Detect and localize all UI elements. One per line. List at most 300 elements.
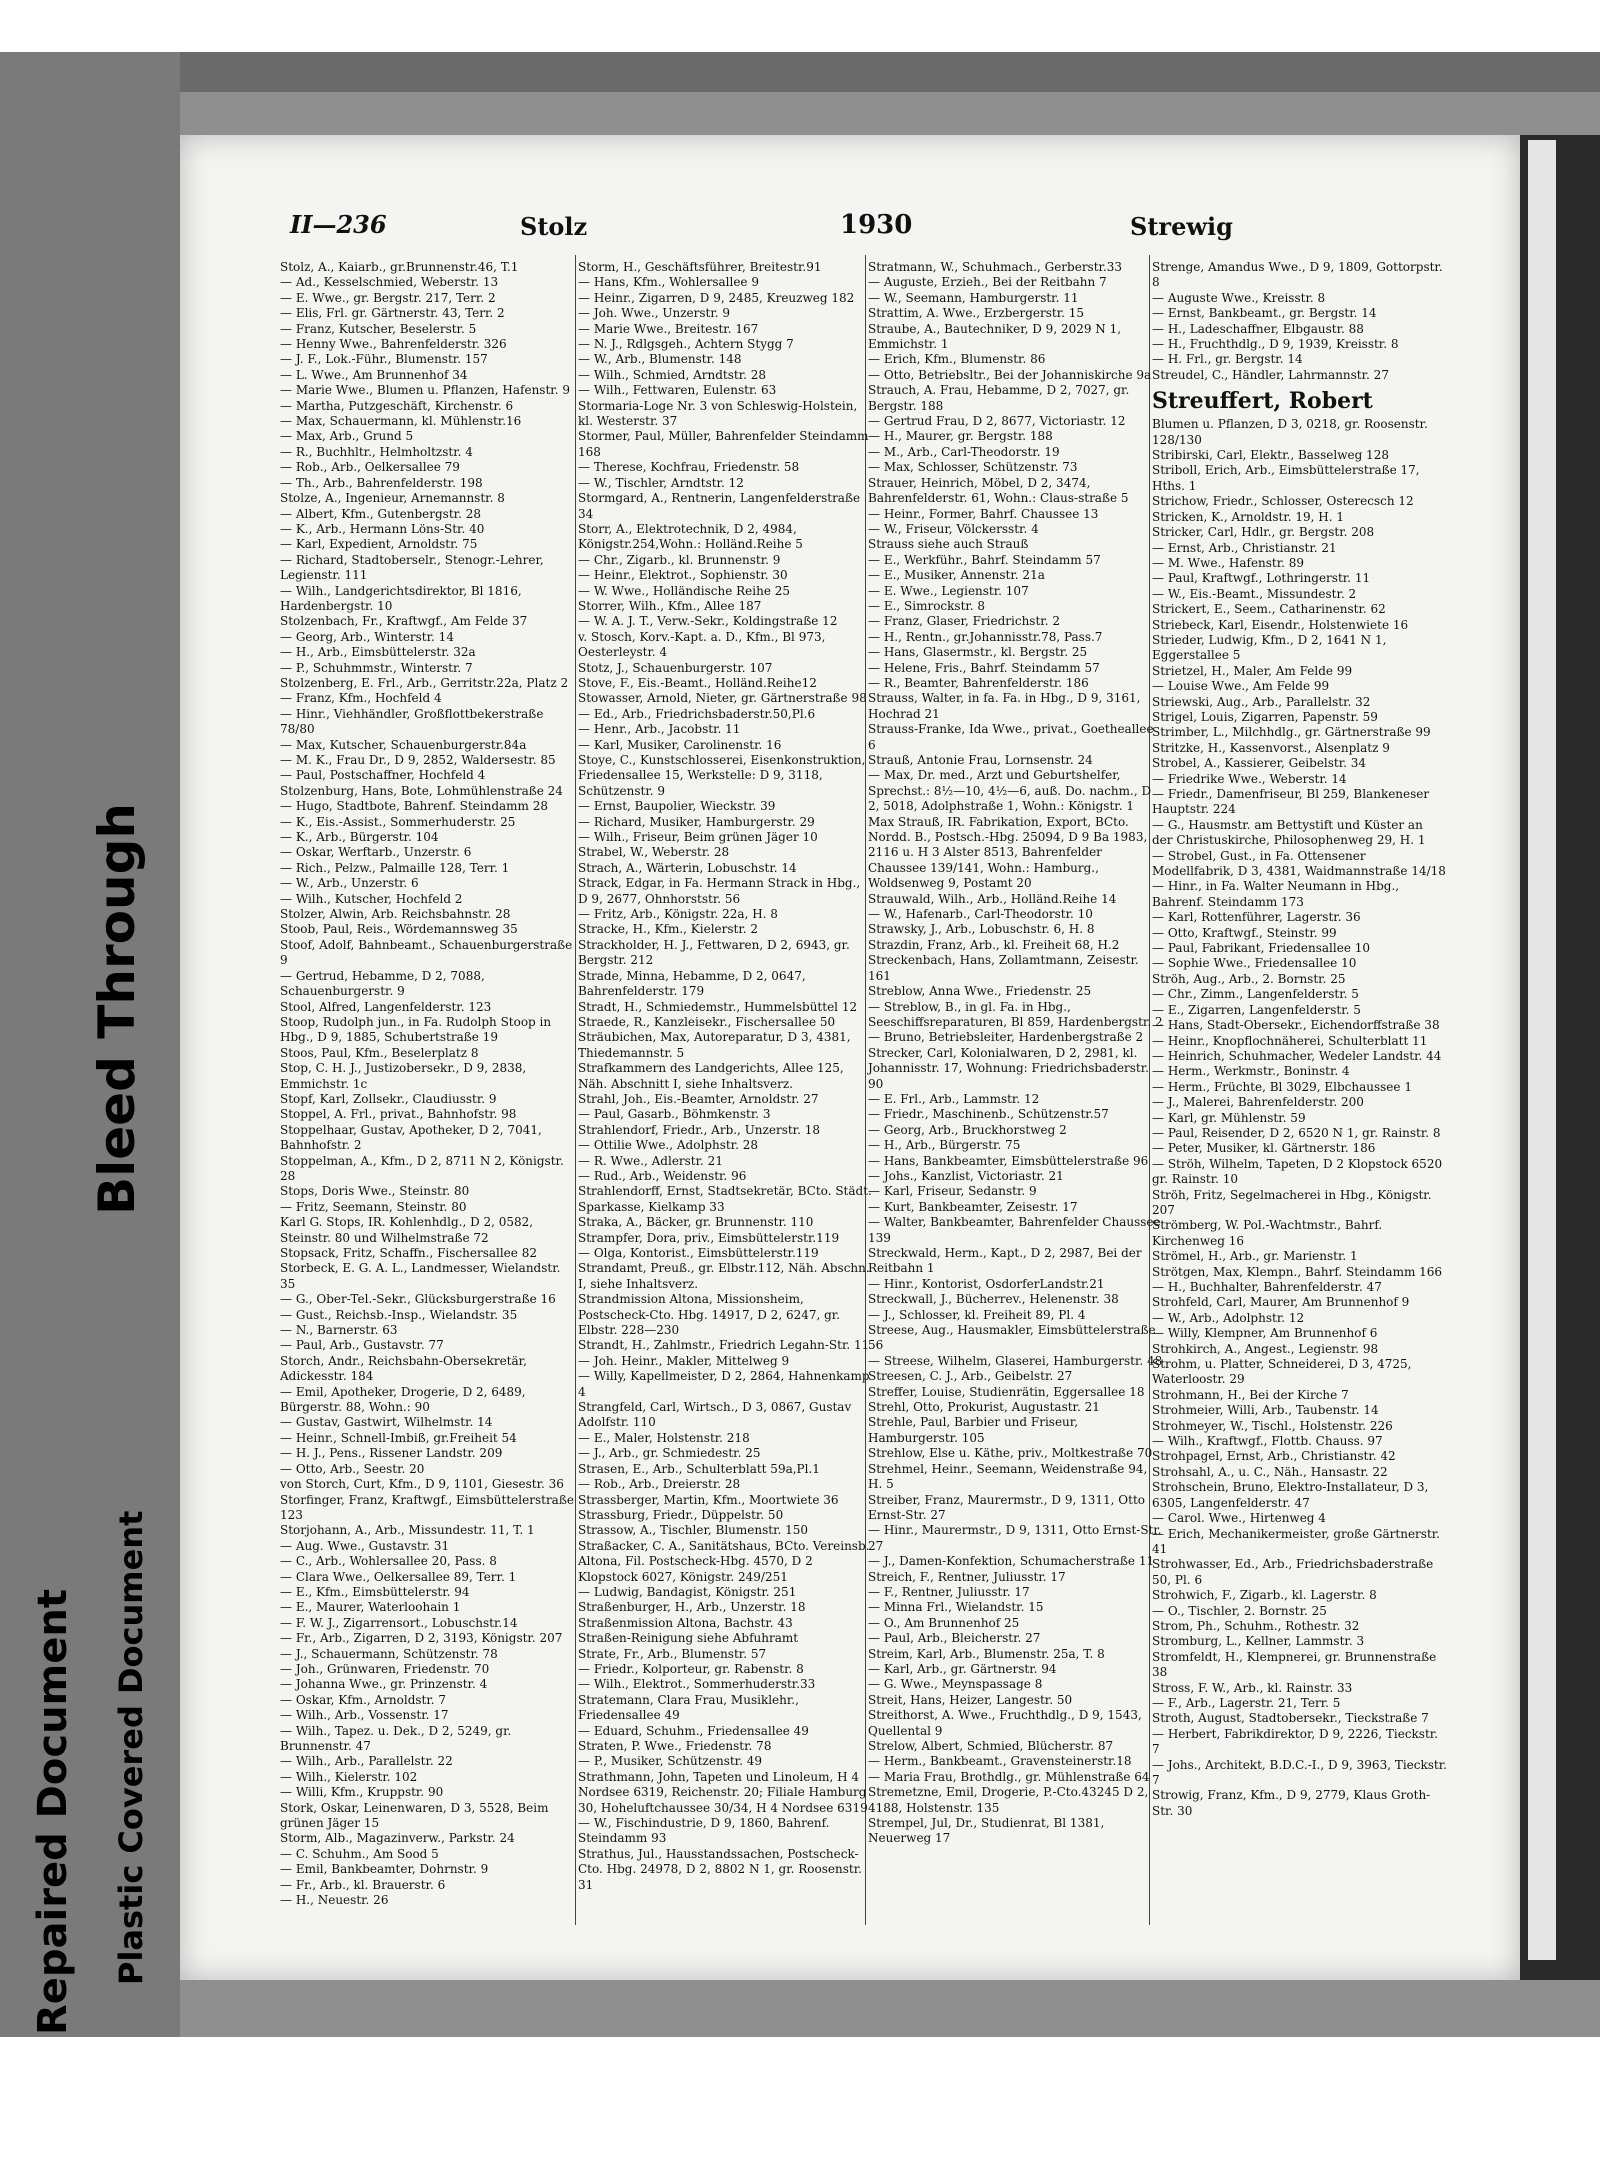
directory-entry: — Strobel, Gust., in Fa. Ottensener Modellfabrik, D 3, 4381, Waidmannstraße 14/18 [1152, 848, 1446, 879]
directory-entry: — Hans, Stadt-Obersekr., Eichendorffstraße 38 [1152, 1018, 1440, 1033]
directory-entry: Stotz, J., Schauenburgerstr. 107 [578, 660, 773, 675]
directory-entry: — Herm., Bankbeamt., Gravensteinerstr.18 [868, 1754, 1132, 1769]
directory-entry: Stricken, K., Arnoldstr. 19, H. 1 [1152, 509, 1345, 524]
directory-entry: Stopf, Karl, Zollsekr., Claudiusstr. 9 [280, 1091, 497, 1106]
directory-entry: — Elis, Frl. gr. Gärtnerstr. 43, Terr. 2 [280, 306, 505, 321]
directory-entry: Storr, A., Elektrotechnik, D 2, 4984, Königstr.254,Wohn.: Holländ.Reihe 5 [578, 521, 803, 552]
directory-entry: — Fritz, Seemann, Steinstr. 80 [280, 1199, 467, 1214]
directory-entry: Strassberger, Martin, Kfm., Moortwiete 36 [578, 1492, 839, 1507]
directory-entry: — E., Kfm., Eimsbüttelerstr. 94 [280, 1584, 470, 1599]
directory-entry: Strazdin, Franz, Arb., kl. Freiheit 68, H.2 [868, 937, 1120, 952]
directory-entry: Strampfer, Dora, priv., Eimsbüttelerstr.119 [578, 1230, 840, 1245]
directory-entry: — Karl, Rottenführer, Lagerstr. 36 [1152, 910, 1361, 925]
directory-entry: — Karl, Friseur, Sedanstr. 9 [868, 1184, 1037, 1199]
directory-entry: — J. F., Lok.-Führ., Blumenstr. 157 [280, 352, 488, 367]
directory-entry: Strohmeyer, W., Tischl., Holstenstr. 226 [1152, 1418, 1393, 1433]
directory-entry: — Wilh., Arb., Parallelstr. 22 [280, 1754, 453, 1769]
bleed-through-label: Bleed Through [88, 803, 146, 1215]
directory-entry: — E., Maurer, Waterloohain 1 [280, 1600, 461, 1615]
column-2 [578, 260, 873, 1893]
directory-entry: — Emil, Bankbeamter, Dohrnstr. 9 [280, 1862, 489, 1877]
directory-entry: — Erich, Mechanikermeister, große Gärtnerstr. 41 [1152, 1526, 1440, 1556]
directory-entry: Strohmeier, Willi, Arb., Taubenstr. 14 [1152, 1403, 1379, 1418]
directory-entry: — M. Wwe., Hafenstr. 89 [1152, 555, 1305, 570]
directory-entry: — Friedr., Damenfriseur, Bl 259, Blankeneser Hauptstr. 224 [1152, 787, 1430, 817]
directory-entry: Strohmann, H., Bei der Kirche 7 [1152, 1387, 1349, 1402]
directory-entry: — Gustav, Gastwirt, Wilhelmstr. 14 [280, 1415, 493, 1430]
directory-entry: — Marie Wwe., Breitestr. 167 [578, 321, 759, 336]
directory-entry: Karl G. Stops, IR. Kohlenhdlg., D 2, 0582, Steinstr. 80 und Wilhelmstraße 72 [280, 1215, 534, 1245]
directory-entry: Streuffert, Robert [1152, 388, 1373, 415]
directory-entry: — Aug. Wwe., Gustavstr. 31 [280, 1538, 450, 1553]
directory-entry: — Wilh., Landgerichtsdirektor, Bl 1816, Hardenbergstr. 10 [280, 583, 522, 613]
directory-entry: Strafkammern des Landgerichts, Allee 125, Näh. Abschnitt I, siehe Inhaltsverz. [578, 1061, 844, 1091]
directory-entry: Strohkirch, A., Angest., Legienstr. 98 [1152, 1341, 1379, 1356]
directory-entry: — F. W. J., Zigarrensort., Lobuschstr.14 [280, 1615, 518, 1630]
directory-entry: — Streblow, B., in gl. Fa. in Hbg., Seeschiffsreparaturen, Bl 859, Hardenbergstr. 2 [868, 999, 1163, 1029]
directory-entry: Straube, A., Bautechniker, D 9, 2029 N 1, Emmichstr. 1 [868, 321, 1122, 352]
directory-entry: Strowig, Franz, Kfm., D 9, 2779, Klaus Groth-Str. 30 [1152, 1788, 1431, 1818]
directory-entry: — F., Arb., Lagerstr. 21, Terr. 5 [1152, 1695, 1341, 1710]
directory-entry: — H., Buchhalter, Bahrenfelderstr. 47 [1152, 1280, 1382, 1294]
directory-entry: Ströh, Aug., Arb., 2. Bornstr. 25 [1152, 971, 1346, 986]
directory-entry: — Herbert, Fabrikdirektor, D 9, 2226, Tieckstr. 7 [1152, 1726, 1439, 1757]
directory-entry: Blumen u. Pflanzen, D 3, 0218, gr. Roosenstr. 128/130 [1152, 417, 1428, 447]
directory-entry: — Wilh., Tapez. u. Dek., D 2, 5249, gr. Brunnenstr. 47 [280, 1723, 512, 1753]
directory-entry: Strehl, Otto, Prokurist, Augustastr. 21 [868, 1400, 1100, 1415]
directory-entry: — Hinr., Maurermstr., D 9, 1311, Otto Ernst-Str. 27 [868, 1523, 1162, 1553]
directory-entry: Stromfeldt, H., Klempnerei, gr. Brunnenstraße 38 [1152, 1649, 1437, 1680]
directory-entry: Strobel, A., Kassierer, Geibelstr. 34 [1152, 756, 1367, 771]
directory-entry: — Paul, Postschaffner, Hochfeld 4 [280, 768, 486, 783]
plastic-covered-label: Plastic Covered Document [112, 1510, 150, 1985]
directory-entry: Streckwald, Herm., Kapt., D 2, 2987, Bei der Reitbahn 1 [868, 1246, 1142, 1276]
directory-entry: Stormaria-Loge Nr. 3 von Schleswig-Holstein, kl. Westerstr. 37 [578, 398, 858, 429]
directory-entry: — Otto, Arb., Seestr. 20 [280, 1461, 425, 1476]
directory-entry: — Therese, Kochfrau, Friedenstr. 58 [578, 460, 800, 475]
directory-entry: — N. J., Rdlgsgeh., Achtern Stygg 7 [578, 337, 794, 352]
directory-entry: — Paul, Fabrikant, Friedensallee 10 [1152, 941, 1371, 956]
directory-entry: — Wilh., Schmied, Arndtstr. 28 [578, 367, 767, 382]
directory-entry: Strömberg, W. Pol.-Wachtmstr., Bahrf. Kirchenweg 16 [1152, 1218, 1383, 1248]
directory-entry: — H., Ladeschaffner, Elbgaustr. 88 [1152, 321, 1364, 336]
directory-entry: — M., Arb., Carl-Theodorstr. 19 [868, 444, 1060, 459]
directory-entry: Straede, R., Kanzleisekr., Fischersallee 50 [578, 1014, 836, 1029]
directory-entry: — Gust., Reichsb.-Insp., Wielandstr. 35 [280, 1307, 518, 1322]
directory-entry: — J., Damen-Konfektion, Schumacherstraße 11 [868, 1554, 1155, 1569]
directory-entry: Stopsack, Fritz, Schaffn., Fischersallee 82 [280, 1246, 537, 1260]
directory-entry: — Hans, Kfm., Wohlersallee 9 [578, 275, 759, 290]
directory-entry: — Richard, Musiker, Hamburgerstr. 29 [578, 814, 815, 829]
directory-entry: Streit, Hans, Heizer, Langestr. 50 [868, 1692, 1073, 1707]
directory-entry: Stormer, Paul, Müller, Bahrenfelder Steindamm 168 [578, 429, 869, 459]
directory-entry: Stoppelhaar, Gustav, Apotheker, D 2, 7041, Bahnhofstr. 2 [280, 1122, 542, 1153]
directory-entry: Strohfeld, Carl, Maurer, Am Brunnenhof 9 [1152, 1295, 1410, 1310]
directory-entry: — Herm., Werkmstr., Boninstr. 4 [1152, 1064, 1350, 1079]
directory-entry: — H. Frl., gr. Bergstr. 14 [1152, 352, 1303, 367]
directory-entry: Strach, A., Wärterin, Lobuschstr. 14 [578, 860, 797, 875]
directory-entry: — Bruno, Betriebsleiter, Hardenbergstraße 2 [868, 1030, 1144, 1045]
directory-entry: — Karl, Expedient, Arnoldstr. 75 [280, 537, 478, 552]
directory-entry: — O., Am Brunnenhof 25 [868, 1615, 1020, 1630]
directory-entry: — Gertrud, Hebamme, D 2, 7088, Schauenburgerstr. 9 [280, 968, 485, 999]
directory-entry: — Ernst, Baupolier, Wieckstr. 39 [578, 799, 776, 814]
directory-entry: — W. Wwe., Holländische Reihe 25 [578, 583, 791, 598]
directory-entry: Strathus, Jul., Hausstandssachen, Postscheck-Cto. Hbg. 24978, D 2, 8802 N 1, gr. Roosenstr. 31 [578, 1846, 862, 1892]
directory-entry: Straka, A., Bäcker, gr. Brunnenstr. 110 [578, 1215, 814, 1230]
directory-entry: — Minna Frl., Wielandstr. 15 [868, 1600, 1044, 1615]
directory-entry: — Fr., Arb., kl. Brauerstr. 6 [280, 1877, 446, 1892]
repaired-document-label: Repaired Document [30, 1589, 76, 2035]
directory-entry: Storfinger, Franz, Kraftwgf., Eimsbüttelerstraße 123 [280, 1492, 574, 1522]
directory-entry: Stross, F. W., Arb., kl. Rainstr. 33 [1152, 1680, 1353, 1695]
directory-entry: Stoos, Paul, Kfm., Beselerplatz 8 [280, 1045, 479, 1060]
directory-entry: — R. Wwe., Adlerstr. 21 [578, 1153, 723, 1168]
directory-entry: — Wilh., Kutscher, Hochfeld 2 [280, 891, 463, 906]
directory-entry: — Th., Arb., Bahrenfelderstr. 198 [280, 475, 483, 490]
directory-entry: Strangfeld, Carl, Wirtsch., D 3, 0867, Gustav Adolfstr. 110 [578, 1400, 852, 1430]
directory-entry: Strandmission Altona, Missionsheim, Postscheck-Cto. Hbg. 14917, D 2, 6247, gr. Elbstr. 228—230 [578, 1292, 841, 1338]
directory-entry: — E., Werkführ., Bahrf. Steindamm 57 [868, 552, 1101, 567]
directory-entry: — W. A. J. T., Verw.-Sekr., Koldingstraße 12 [578, 614, 838, 629]
directory-entry: — J., Schauermann, Schützenstr. 78 [280, 1646, 498, 1661]
directory-entry: — Chr., Zigarb., kl. Brunnenstr. 9 [578, 552, 781, 567]
directory-entry: Striboll, Erich, Arb., Eimsbüttelerstraße 17, Hths. 1 [1152, 463, 1420, 493]
directory-entry: — Ernst, Bankbeamt., gr. Bergstr. 14 [1152, 306, 1377, 321]
directory-entry: Strietzel, H., Maler, Am Felde 99 [1152, 663, 1353, 678]
directory-entry: Straten, P. Wwe., Friedenstr. 78 [578, 1739, 772, 1753]
directory-entry: — Karl, gr. Mühlenstr. 59 [1152, 1110, 1306, 1125]
directory-entry: Storbeck, E. G. A. L., Landmesser, Wielandstr. 35 [280, 1261, 561, 1291]
page-header [290, 210, 1310, 244]
directory-entry: — W., Tischler, Arndtstr. 12 [578, 475, 744, 490]
directory-entry: — Eduard, Schuhm., Friedensallee 49 [578, 1723, 809, 1738]
directory-entry: — Heinr., Knopflochnäherei, Schulterblatt 11 [1152, 1033, 1428, 1048]
directory-entry: — Paul, Gasarb., Böhmkenstr. 3 [578, 1107, 771, 1122]
directory-entry: Streim, Karl, Arb., Blumenstr. 25a, T. 8 [868, 1646, 1105, 1661]
directory-entry: — W., Hafenarb., Carl-Theodorstr. 10 [868, 907, 1093, 922]
directory-entry: Straßenmission Altona, Bachstr. 43 [578, 1615, 793, 1630]
directory-entry: Strehmel, Heinr., Seemann, Weidenstraße 94, H. 5 [868, 1461, 1148, 1492]
directory-entry: Strade, Minna, Hebamme, D 2, 0647, Bahrenfelderstr. 179 [578, 968, 806, 999]
directory-entry: — Johanna Wwe., gr. Prinzenstr. 4 [280, 1677, 488, 1692]
directory-entry: Stork, Oskar, Leinenwaren, D 3, 5528, Beim grünen Jäger 15 [280, 1800, 549, 1831]
directory-entry: — Olga, Kontorist., Eimsbüttelerstr.119 [578, 1246, 819, 1260]
directory-entry: Strack, Edgar, in Fa. Hermann Strack in Hbg., D 9, 2677, Ohnhorststr. 56 [578, 876, 861, 906]
directory-entry: Stove, F., Eis.-Beamt., Holländ.Reihe12 [578, 675, 817, 690]
directory-entry: — W., Fischindustrie, D 9, 1860, Bahrenf. Steindamm 93 [578, 1816, 830, 1846]
directory-entry: — Hinr., in Fa. Walter Neumann in Hbg., Bahrenf. Steindamm 173 [1152, 879, 1400, 909]
directory-entry: — Johs., Kanzlist, Victoriastr. 21 [868, 1168, 1064, 1183]
directory-entry: Strahlendorf, Friedr., Arb., Unzerstr. 18 [578, 1122, 820, 1137]
directory-entry: Strempel, Jul, Dr., Studienrat, Bl 1381, Neuerweg 17 [868, 1816, 1105, 1846]
directory-entry: — W., Arb., Blumenstr. 148 [578, 352, 742, 367]
directory-entry: Stops, Doris Wwe., Steinstr. 80 [280, 1184, 470, 1199]
directory-entry: Strahl, Joh., Eis.-Beamter, Arnoldstr. 27 [578, 1091, 819, 1106]
directory-entry: — Paul, Arb., Bleicherstr. 27 [868, 1631, 1041, 1646]
directory-entry: — L. Wwe., Am Brunnenhof 34 [280, 367, 468, 382]
directory-entry: — Helene, Fris., Bahrf. Steindamm 57 [868, 660, 1100, 675]
directory-entry: — Joh. Heinr., Makler, Mittelweg 9 [578, 1353, 790, 1368]
directory-entry: Max Strauß, IR. Fabrikation, Export, BCto. Nordd. B., Postsch.-Hbg. 25094, D 9 Ba 1983, 2116 u. H 3 Alster 8513, Bahrenfelder Chaussee 139/141, Wohn.: Hamburg., Woldsenweg 9, Postamt 20 [868, 814, 1148, 891]
directory-entry: — Ottilie Wwe., Adolphstr. 28 [578, 1138, 758, 1153]
directory-entry: Strandt, H., Zahlmstr., Friedrich Legahn-Str. 11 [578, 1338, 870, 1353]
directory-entry: — Karl, Arb., gr. Gärtnerstr. 94 [868, 1661, 1057, 1676]
directory-entry: Straßen-Reinigung siehe Abfuhramt [578, 1631, 799, 1646]
directory-entry: Stradt, H., Schmiedemstr., Hummelsbüttel 12 [578, 999, 858, 1014]
directory-entry: — Paul, Reisender, D 2, 6520 N 1, gr. Rainstr. 8 [1152, 1125, 1441, 1140]
page-number: II—236 [290, 210, 387, 239]
directory-entry: Strackholder, H. J., Fettwaren, D 2, 6943, gr. Bergstr. 212 [578, 937, 850, 968]
directory-entry: Streblow, Anna Wwe., Friedenstr. 25 [868, 984, 1092, 999]
directory-entry: — Willy, Kapellmeister, D 2, 2864, Hahnenkamp 4 [578, 1369, 870, 1399]
directory-entry: — Erich, Kfm., Blumenstr. 86 [868, 352, 1046, 367]
directory-entry: Strassow, A., Tischler, Blumenstr. 150 [578, 1523, 809, 1538]
directory-entry: — C., Arb., Wohlersallee 20, Pass. 8 [280, 1554, 497, 1569]
directory-entry: — Ad., Kesselschmied, Weberstr. 13 [280, 275, 499, 290]
directory-entry: — Chr., Zimm., Langenfelderstr. 5 [1152, 987, 1359, 1002]
directory-entry: — K., Arb., Hermann Löns-Str. 40 [280, 521, 485, 536]
directory-entry: Strahlendorff, Ernst, Stadtsekretär, BCto. Städt. Sparkasse, Kielkamp 33 [578, 1184, 872, 1214]
scanner-top-shadow [0, 52, 1600, 92]
directory-entry: — Max, Arb., Grund 5 [280, 429, 414, 444]
directory-entry: — K., Eis.-Assist., Sommerhuderstr. 25 [280, 814, 516, 829]
directory-entry: — Wilh., Kraftwgf., Flottb. Chauss. 97 [1152, 1434, 1383, 1449]
directory-entry: — Marie Wwe., Blumen u. Pflanzen, Hafenstr. 9 [280, 383, 570, 398]
directory-entry: — W., Eis.-Beamt., Missundestr. 2 [1152, 586, 1357, 601]
directory-entry: Strauwald, Wilh., Arb., Holländ.Reihe 14 [868, 891, 1117, 906]
directory-entry: — Ströh, Wilhelm, Tapeten, D 2 Klopstock 6520 gr. Rainstr. 10 [1152, 1156, 1443, 1187]
directory-entry: — C. Schuhm., Am Sood 5 [280, 1846, 439, 1861]
directory-entry: — Georg, Arb., Winterstr. 14 [280, 629, 454, 644]
directory-entry: — M. K., Frau Dr., D 9, 2852, Waldersestr. 85 [280, 753, 556, 767]
directory-entry: Stratemann, Clara Frau, Musiklehr., Friedensallee 49 [578, 1692, 799, 1723]
directory-entry: — R., Buchhltr., Helmholtzstr. 4 [280, 444, 473, 459]
directory-entry: — Georg, Arb., Bruckhorstweg 2 [868, 1122, 1067, 1137]
column-divider [575, 255, 576, 1925]
directory-entry: Streckenbach, Hans, Zollamtmann, Zeisestr. 161 [868, 953, 1139, 983]
directory-entry: — Kurt, Bankbeamter, Zeisestr. 17 [868, 1199, 1078, 1214]
directory-entry: Stratmann, W., Schuhmach., Gerberstr.33 [868, 260, 1123, 274]
directory-entry: — Heinr., Former, Bahrf. Chaussee 13 [868, 506, 1099, 521]
directory-entry: — W., Arb., Unzerstr. 6 [280, 876, 419, 891]
directory-entry: Strickert, E., Seem., Catharinenstr. 62 [1152, 602, 1386, 617]
directory-entry: — Friedrike Wwe., Weberstr. 14 [1152, 771, 1347, 786]
directory-entry: — Franz, Kutscher, Beselerstr. 5 [280, 321, 477, 336]
directory-entry: — J., Arb., gr. Schmiedestr. 25 [578, 1446, 761, 1461]
header-keyword-right: Strewig [1130, 212, 1233, 241]
directory-entry: Stremetzne, Emil, Drogerie, P.-Cto.43245 D 2, 4188, Holstenstr. 135 [868, 1785, 1149, 1815]
directory-entry: — Oskar, Kfm., Arnoldstr. 7 [280, 1692, 447, 1707]
directory-entry: Stricker, Carl, Hdlr., gr. Bergstr. 208 [1152, 525, 1375, 540]
directory-entry: Strabel, W., Weberstr. 28 [578, 845, 730, 860]
next-page-sliver [1528, 140, 1556, 1960]
directory-entry: Stolz, A., Kaiarb., gr.Brunnenstr.46, T.1 [280, 260, 519, 274]
directory-entry: — H., Arb., Eimsbüttelerstr. 32a [280, 645, 476, 660]
directory-entry: — Walter, Bankbeamter, Bahrenfelder Chaussee 139 [868, 1215, 1161, 1245]
directory-entry: — E., Maler, Holstenstr. 218 [578, 1430, 750, 1445]
directory-entry: — E., Musiker, Annenstr. 21a [868, 568, 1045, 583]
directory-entry: — Hugo, Stadtbote, Bahrenf. Steindamm 28 [280, 799, 549, 814]
directory-entry: Storm, H., Geschäftsführer, Breitestr.91 [578, 260, 822, 274]
directory-entry: — N., Barnerstr. 63 [280, 1323, 398, 1338]
directory-entry: Strecker, Carl, Kolonialwaren, D 2, 2981, kl. Johannisstr. 17, Wohnung: Friedrichsbaderstr. 90 [868, 1045, 1149, 1091]
directory-entry: Strelow, Albert, Schmied, Blücherstr. 87 [868, 1739, 1114, 1753]
directory-entry: — Paul, Arb., Gustavstr. 77 [280, 1338, 444, 1353]
directory-entry: — Heinr., Schnell-Imbiß, gr.Freiheit 54 [280, 1430, 517, 1445]
directory-entry: — E. Wwe., Legienstr. 107 [868, 583, 1029, 598]
directory-entry: Strohwasser, Ed., Arb., Friedrichsbaderstraße 50, Pl. 6 [1152, 1557, 1434, 1587]
directory-entry: Stromburg, L., Kellner, Lammstr. 3 [1152, 1634, 1365, 1649]
column-3 [868, 260, 1163, 1847]
directory-entry: — Franz, Glaser, Friedrichstr. 2 [868, 614, 1060, 629]
directory-entry: Strimber, L., Milchhdlg., gr. Gärtnerstraße 99 [1152, 725, 1431, 740]
directory-entry: — P., Schuhmmstr., Winterstr. 7 [280, 660, 473, 675]
directory-entry: Streich, F., Rentner, Juliusstr. 17 [868, 1569, 1066, 1584]
directory-entry: Strieder, Ludwig, Kfm., D 2, 1641 N 1, Eggerstallee 5 [1152, 632, 1387, 663]
directory-entry: — E., Simrockstr. 8 [868, 598, 986, 613]
header-year: 1930 [840, 210, 913, 240]
directory-entry: Strandamt, Preuß., gr. Elbstr.112, Näh. Abschn. I, siehe Inhaltsverz. [578, 1261, 870, 1291]
directory-entry: — W., Arb., Adolphstr. 12 [1152, 1310, 1305, 1325]
directory-entry: — Hinr., Kontorist, OsdorferLandstr.21 [868, 1276, 1105, 1291]
directory-entry: Strichow, Friedr., Schlosser, Osterecsch 12 [1152, 494, 1414, 509]
directory-entry: — F., Rentner, Juliusstr. 17 [868, 1584, 1030, 1599]
directory-entry: Streiber, Franz, Maurermstr., D 9, 1311, Otto Ernst-Str. 27 [868, 1492, 1145, 1522]
directory-entry: Strötgen, Max, Klempn., Bahrf. Steindamm 166 [1152, 1264, 1443, 1279]
directory-entry: Strohwich, F., Zigarb., kl. Lagerstr. 8 [1152, 1588, 1377, 1603]
directory-entry: Stoob, Paul, Reis., Wördemannsweg 35 [280, 922, 518, 937]
directory-entry: Stolze, A., Ingenieur, Arnemannstr. 8 [280, 491, 505, 506]
directory-entry: Strauß, Antonie Frau, Lornsenstr. 24 [868, 753, 1093, 767]
directory-entry: — O., Tischler, 2. Bornstr. 25 [1152, 1603, 1327, 1618]
directory-entry: — Auguste, Erzieh., Bei der Reitbahn 7 [868, 275, 1107, 290]
directory-entry: Streckwall, J., Bücherrev., Helenenstr. 38 [868, 1292, 1119, 1307]
directory-entry: — Henr., Arb., Jacobstr. 11 [578, 722, 741, 737]
column-1 [280, 260, 575, 1908]
directory-entry: — E., Zigarren, Langenfelderstr. 5 [1152, 1002, 1361, 1017]
directory-entry: — Emil, Apotheker, Drogerie, D 2, 6489, Bürgerstr. 88, Wohn.: 90 [280, 1384, 526, 1415]
directory-entry: Stracke, H., Kfm., Kielerstr. 2 [578, 922, 759, 937]
directory-entry: — Max, Schauermann, kl. Mühlenstr.16 [280, 414, 522, 429]
directory-entry: — H. J., Pens., Rissener Landstr. 209 [280, 1446, 503, 1461]
directory-entry: Strasen, E., Arb., Schulterblatt 59a,Pl.1 [578, 1461, 820, 1476]
directory-entry: — Friedr., Kolporteur, gr. Rabenstr. 8 [578, 1661, 804, 1676]
directory-entry: — Fritz, Arb., Königstr. 22a, H. 8 [578, 907, 778, 922]
directory-entry: — Heinr., Zigarren, D 9, 2485, Kreuzweg 182 [578, 290, 855, 305]
directory-entry: Strehle, Paul, Barbier und Friseur, Hamburgerstr. 105 [868, 1415, 1079, 1445]
directory-entry: — Sophie Wwe., Friedensallee 10 [1152, 956, 1357, 971]
directory-entry: Streudel, C., Händler, Lahrmannstr. 27 [1152, 367, 1389, 382]
directory-entry: — G. Wwe., Meynspassage 8 [868, 1677, 1043, 1692]
directory-entry: — Rob., Arb., Oelkersallee 79 [280, 460, 460, 475]
directory-entry: — Henny Wwe., Bahrenfelderstr. 326 [280, 337, 507, 352]
directory-entry: — Louise Wwe., Am Felde 99 [1152, 679, 1330, 694]
header-keyword-left: Stolz [520, 212, 588, 241]
directory-entry: Sträubichen, Max, Autoreparatur, D 3, 4381, Thiedemannstr. 5 [578, 1030, 851, 1060]
directory-entry: — Max, Dr. med., Arzt und Geburtshelfer, Sprechst.: 8½—10, 4½—6, auß. Do. nachm., D 2, 5018, Adolphstraße 1, Wohn.: Königstr. 1 [868, 768, 1152, 814]
directory-entry: — K., Arb., Bürgerstr. 104 [280, 830, 439, 845]
directory-entry: — Albert, Kfm., Gutenbergstr. 28 [280, 506, 481, 521]
directory-entry: Strauss, Walter, in fa. Fa. in Hbg., D 9, 3161, Hochrad 21 [868, 691, 1141, 721]
directory-entry: — Franz, Kfm., Hochfeld 4 [280, 691, 442, 706]
directory-entry: Stolzenburg, Hans, Bote, Lohmühlenstraße 24 [280, 783, 563, 798]
directory-entry: Strawsky, J., Arb., Lobuschstr. 6, H. 8 [868, 922, 1095, 937]
directory-entry: Stoppel, A. Frl., privat., Bahnhofstr. 98 [280, 1107, 517, 1122]
directory-entry: Stoye, C., Kunstschlosserei, Eisenkonstruktion, Friedensallee 15, Werkstelle: D 9, 3118, Schützenstr. 9 [578, 753, 866, 798]
directory-entry: — Wilh., Fettwaren, Eulenstr. 63 [578, 383, 777, 398]
directory-entry: — Wilh., Elektrot., Sommerhuderstr.33 [578, 1677, 816, 1692]
directory-entry: Stowasser, Arnold, Nieter, gr. Gärtnerstraße 98 [578, 691, 867, 706]
directory-entry: — Otto, Kraftwgf., Steinstr. 99 [1152, 925, 1337, 940]
directory-entry: — Paul, Kraftwgf., Lothringerstr. 11 [1152, 571, 1371, 586]
directory-entry: Strom, Ph., Schuhm., Rothestr. 32 [1152, 1618, 1360, 1633]
directory-entry: Storrer, Wilh., Kfm., Allee 187 [578, 598, 762, 613]
directory-entry: Straßacker, C. A., Sanitätshaus, BCto. Vereinsb. Altona, Fil. Postscheck-Hbg. 4570, D 2 Klopstock 6027, Königstr. 249/251 [578, 1538, 870, 1584]
directory-entry: Strauch, A. Frau, Hebamme, D 2, 7027, gr. Bergstr. 188 [868, 383, 1130, 413]
directory-entry: — Karl, Musiker, Carolinenstr. 16 [578, 737, 782, 752]
directory-entry: Strömel, H., Arb., gr. Marienstr. 1 [1152, 1249, 1358, 1264]
directory-entry: Stool, Alfred, Langenfelderstr. 123 [280, 999, 492, 1014]
directory-entry: — Wilh., Kielerstr. 102 [280, 1769, 418, 1784]
directory-entry: — Hinr., Viehhändler, Großflottbekerstraße 78/80 [280, 706, 544, 737]
directory-entry: — Wilh., Arb., Vossenstr. 17 [280, 1708, 449, 1723]
directory-entry: Stormgard, A., Rentnerin, Langenfelderstraße 34 [578, 491, 861, 521]
directory-entry: Streffer, Louise, Studienrätin, Eggersallee 18 [868, 1384, 1145, 1399]
directory-entry: Strauer, Heinrich, Möbel, D 2, 3474, Bahrenfelderstr. 61, Wohn.: Claus-straße 5 [868, 475, 1129, 506]
directory-entry: — Carol. Wwe., Hirtenweg 4 [1152, 1511, 1326, 1526]
directory-entry: Streesen, C. J., Arb., Geibelstr. 27 [868, 1369, 1073, 1384]
directory-entry: Striebeck, Karl, Eisendr., Holstenwiete 16 [1152, 617, 1409, 632]
directory-entry: — H., Arb., Bürgerstr. 75 [868, 1138, 1021, 1153]
directory-entry: Storm, Alb., Magazinverw., Parkstr. 24 [280, 1831, 515, 1846]
directory-entry: — J., Malerei, Bahrenfelderstr. 200 [1152, 1095, 1364, 1110]
directory-entry: — Willi, Kfm., Kruppstr. 90 [280, 1785, 444, 1800]
directory-entry: — Heinrich, Schuhmacher, Wedeler Landstr. 44 [1152, 1048, 1442, 1063]
directory-entry: — Rud., Arb., Weidenstr. 96 [578, 1168, 747, 1183]
directory-entry: Strauss siehe auch Strauß [868, 537, 1029, 552]
directory-entry: — Auguste Wwe., Kreisstr. 8 [1152, 290, 1326, 305]
directory-entry: Streithorst, A. Wwe., Fruchthdlg., D 9, 1543, Quellental 9 [868, 1708, 1142, 1738]
directory-entry: Storjohann, A., Arb., Missundestr. 11, T. 1 [280, 1523, 535, 1538]
directory-entry: Strathmann, John, Tapeten und Linoleum, H 4 Nordsee 6319, Reichenstr. 20; Filiale Hamburg 30, Hoheluftchaussee 30/34, H 4 Nordsee 6319 [578, 1769, 868, 1815]
directory-entry: — Ludwig, Bandagist, Königstr. 251 [578, 1584, 797, 1599]
directory-entry: — G., Hausmstr. am Bettystift und Küster an der Christuskirche, Philosophenweg 29, H. 1 [1152, 817, 1426, 848]
directory-entry: — Richard, Stadtoberselr., Stenogr.-Lehrer, Legienstr. 111 [280, 552, 544, 583]
directory-entry: — Herm., Früchte, Bl 3029, Elbchaussee 1 [1152, 1079, 1412, 1094]
directory-entry: — H., Fruchthdlg., D 9, 1939, Kreisstr. 8 [1152, 337, 1399, 352]
directory-entry: — Clara Wwe., Oelkersallee 89, Terr. 1 [280, 1569, 517, 1584]
directory-entry: — Joh., Grünwaren, Friedenstr. 70 [280, 1661, 490, 1676]
directory-entry: — E. Wwe., gr. Bergstr. 217, Terr. 2 [280, 290, 496, 305]
directory-entry: Strohm, u. Platter, Schneiderei, D 3, 4725, Waterloostr. 29 [1152, 1357, 1412, 1387]
column-4 [1152, 260, 1447, 1819]
directory-entry: Strohsahl, A., u. C., Näh., Hansastr. 22 [1152, 1464, 1388, 1479]
directory-entry: Striewski, Aug., Arb., Parallelstr. 32 [1152, 694, 1371, 709]
directory-entry: — Peter, Musiker, kl. Gärtnerstr. 186 [1152, 1141, 1376, 1156]
directory-entry: — R., Beamter, Bahrenfelderstr. 186 [868, 675, 1089, 690]
directory-entry: — W., Friseur, Völckersstr. 4 [868, 521, 1039, 536]
directory-entry: — E. Frl., Arb., Lammstr. 12 [868, 1091, 1040, 1106]
directory-entry: — Rich., Pelzw., Palmaille 128, Terr. 1 [280, 860, 510, 875]
directory-entry: — Maria Frau, Brothdlg., gr. Mühlenstraße 64 [868, 1769, 1150, 1784]
directory-entry: von Storch, Curt, Kfm., D 9, 1101, Giesestr. 36 [280, 1477, 564, 1492]
directory-entry: Ströh, Fritz, Segelmacherei in Hbg., Königstr. 207 [1152, 1187, 1432, 1217]
directory-entry: — Streese, Wilhelm, Glaserei, Hamburgerstr. 48 [868, 1353, 1163, 1368]
directory-entry: Strattim, A. Wwe., Erzbergerstr. 15 [868, 306, 1085, 321]
directory-entry: — H., Neuestr. 26 [280, 1893, 389, 1908]
directory-entry: — H., Maurer, gr. Bergstr. 188 [868, 429, 1053, 444]
